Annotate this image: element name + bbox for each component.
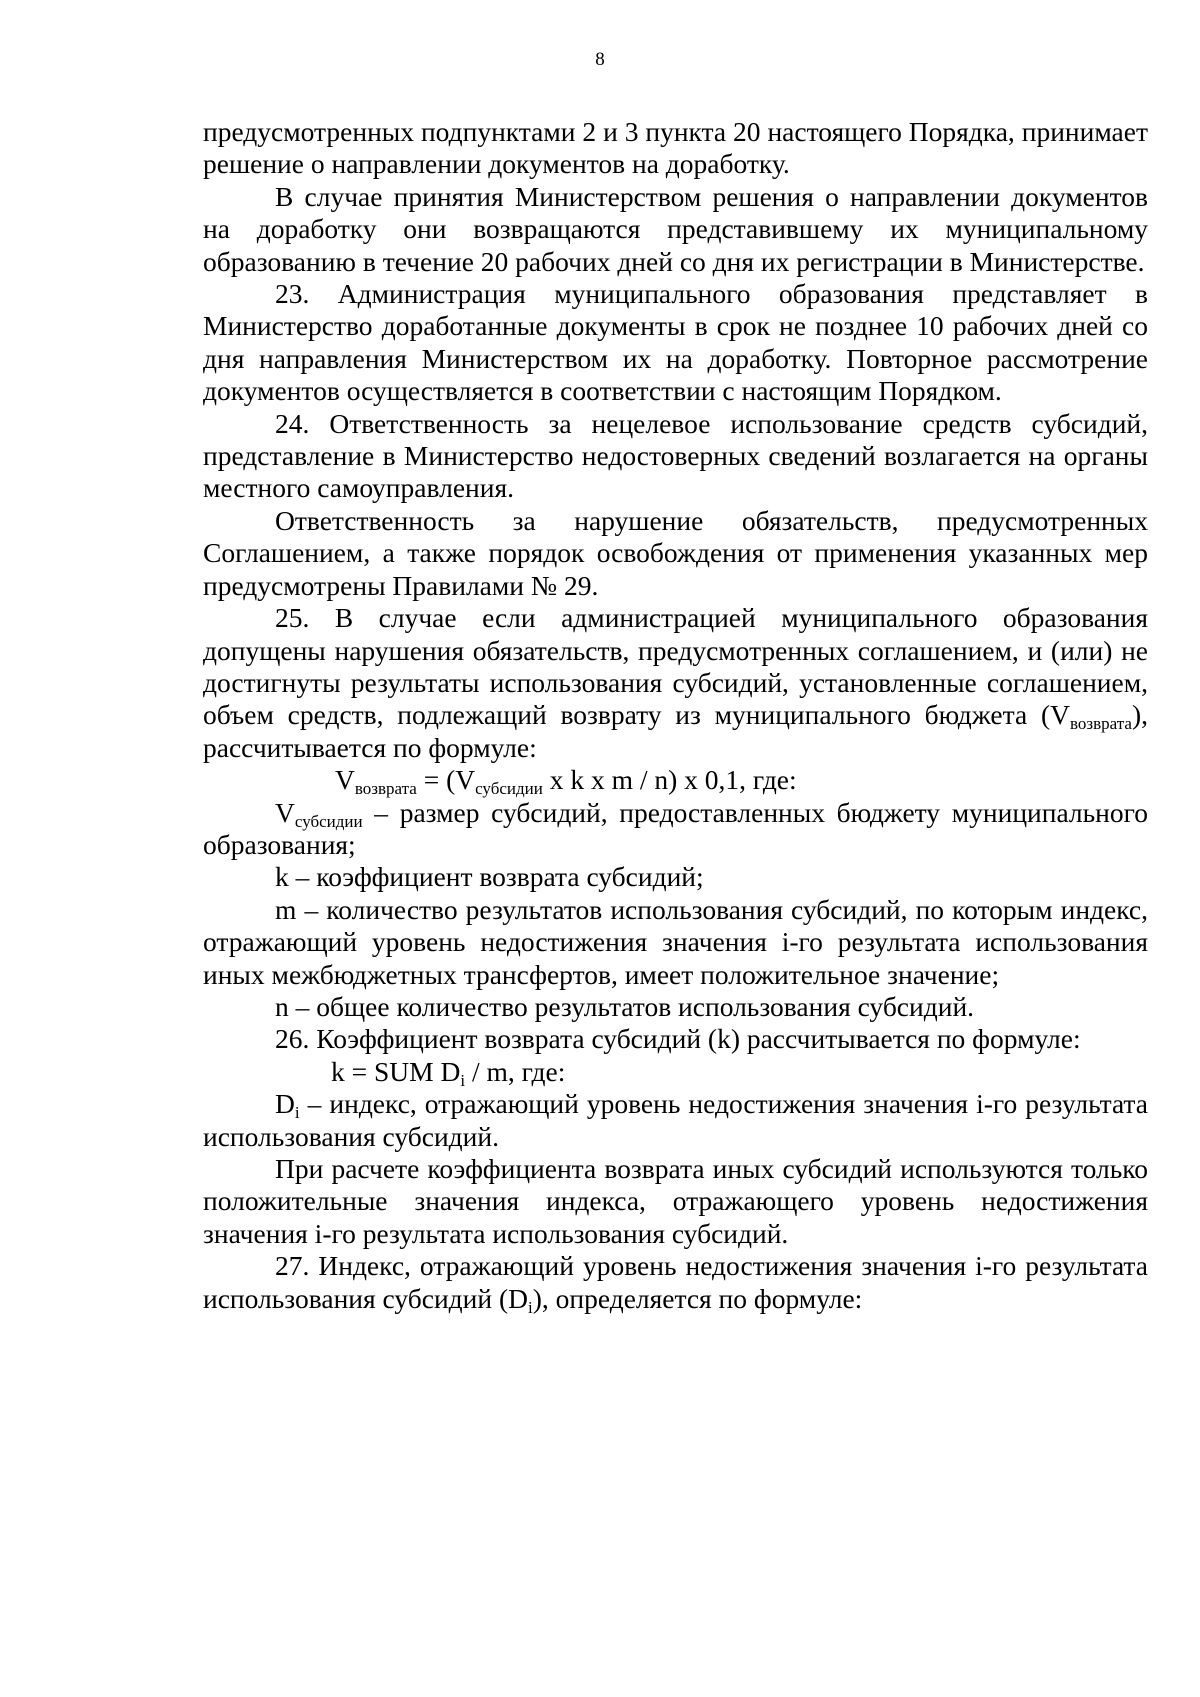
paragraph-23: 23. Администрация муниципального образования представляет в Министерство доработанные документы в срок не позднее 10 рабочих дней со дня направления Министерством их на доработку. Повторное рассмотрение документов осуществляется в соответствии с настоящим Порядком. <box>203 278 1148 407</box>
paragraph-26: 26. Коэффициент возврата субсидий (k) рассчитывается по формуле: <box>275 1023 1081 1055</box>
paragraph-text: ), определяется по формуле: <box>532 1282 863 1314</box>
paragraph: В случае принятия Министерством решения о направлении документов на доработку они возвращаются представившему их муниципальному образованию в течение 20 рабочих дней со дня их регистрации в Министерстве. <box>203 180 1148 277</box>
paragraph-24: 24. Ответственность за нецелевое использование средств субсидий, представление в Министерство недостоверных сведений возлагается на органы местного самоуправления. <box>203 407 1148 504</box>
page-number: 8 <box>595 49 605 70</box>
document-body <box>203 116 1148 1315</box>
formula-part: x k x m / n) x 0,1, где: <box>542 764 797 796</box>
definition-m: m – количество результатов использования субсидий, по которым индекс, отражающий уровень недостижения значения i-го результата использования иных межбюджетных трансфертов, имеет положительное значение; <box>203 893 1148 990</box>
definition-di <box>203 1088 1148 1153</box>
subscript: i <box>460 1070 466 1090</box>
paragraph: Ответственность за нарушение обязательств, предусмотренных Соглашением, а также порядок освобождения от применения указанных мер предусмотрены Правилами № 29. <box>203 504 1148 601</box>
variable: V <box>1050 699 1070 731</box>
paragraph: При расчете коэффициента возврата иных субсидий используются только положительные значения индекса, отражающего уровень недостижения значения i-го результата использования субсидий. <box>203 1153 1148 1249</box>
paragraph-text: 27. Индекс, отражающий уровень недостижения значения i-го результата использования субсидий (D <box>203 1250 1148 1314</box>
definition-text: – индекс, отражающий уровень недостижения значения i-го результата использования субсидий. <box>203 1088 1148 1152</box>
subscript: возврата <box>354 779 417 799</box>
formula-part: k = SUM D <box>331 1055 461 1087</box>
subscript: возврата <box>1070 714 1132 734</box>
paragraph-25 <box>203 602 1148 764</box>
paragraph-text: ), рассчитывается по формуле: <box>203 699 1148 763</box>
paragraph-27 <box>203 1250 1148 1315</box>
formula-part: / m, где: <box>465 1055 566 1087</box>
formula-return-volume <box>203 764 1148 799</box>
definition-k: k – коэффициент возврата субсидий; <box>275 861 704 893</box>
paragraph-continuation: предусмотренных подпунктами 2 и 3 пункта 20 настоящего Порядка, принимает решение о направлении документов на доработку. <box>203 116 1148 180</box>
subscript: субсидии <box>475 779 543 799</box>
formula-part: V <box>335 764 355 796</box>
subscript: i <box>528 1297 533 1317</box>
definition-n: n – общее количество результатов использования субсидий. <box>275 990 975 1022</box>
paragraph-text: 25. В случае если администрацией муниципального образования допущены нарушения обязательств, предусмотренных соглашением, и (или) не достигнуты результаты использования субсидий, установленные соглашением, объем средств, подлежащий возврату из муниципального бюджета ( <box>203 602 1148 731</box>
formula-part: = (V <box>416 764 476 796</box>
subscript: i <box>294 1103 300 1123</box>
definition-v-subsidy <box>203 797 1148 862</box>
variable: D <box>275 1088 295 1120</box>
definition-text: – размер субсидий, предоставленных бюджету муниципального образования; <box>203 796 1148 860</box>
formula-coefficient <box>203 1056 1148 1088</box>
subscript: субсидии <box>294 811 363 831</box>
variable: V <box>275 796 295 828</box>
